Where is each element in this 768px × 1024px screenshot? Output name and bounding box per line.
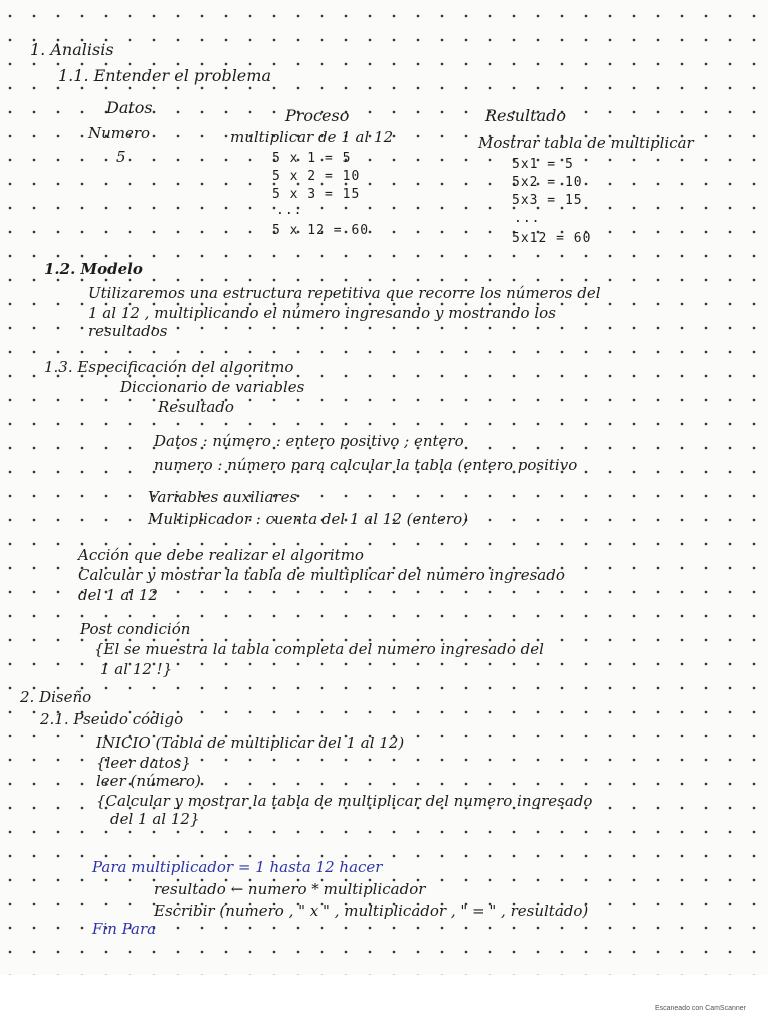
subsection-entender-heading: 1.1. Entender el problema — [58, 66, 271, 85]
proceso-line: 5 x 12 = 60 — [272, 223, 370, 238]
diccionario-label: Diccionario de variables — [120, 378, 305, 396]
resultado-description: Mostrar tabla de multiplicar — [478, 134, 694, 152]
subsection-modelo-heading: 1.2. Modelo — [44, 260, 143, 278]
pseudocode-resultado-asignacion: resultado ← numero * multiplicador — [154, 880, 426, 898]
proceso-line: 5 x 3 = 15 — [272, 187, 361, 202]
resultado-ellipsis: ... — [514, 211, 541, 226]
section-analisis-heading: 1. Analisis — [30, 40, 114, 59]
modelo-line: Utilizaremos una estructura repetitiva que recorre los números del — [88, 284, 601, 302]
variables-auxiliares-label: Variables auxiliares — [148, 488, 298, 506]
subsection-pseudocodigo-heading: 2.1. Pseudo código — [40, 710, 184, 728]
pseudocode-calcular: {Calcular y mostrar la tabla de multiplicar del numero ingresado — [96, 792, 593, 810]
pseudocode-fin-para: Fin Para — [92, 920, 157, 938]
table-header-datos: Datos — [106, 98, 153, 117]
proceso-description: multiplicar de 1 al 12 — [230, 128, 394, 146]
accion-line: Calcular y mostrar la tabla de multiplicar del numero ingresado — [78, 566, 565, 584]
multiplicador-definition: Multiplicador : cuenta del 1 al 12 (entero) — [148, 510, 468, 528]
modelo-line: 1 al 12 , multiplicando el número ingresando y mostrando los — [88, 304, 556, 322]
numero-definition: numero : número para calcular la tabla (entero positivo — [154, 456, 578, 474]
camscanner-footer: Escaneado con CamScanner — [654, 1005, 746, 1012]
postcondicion-heading: Post condición — [80, 620, 191, 638]
proceso-line: 5 x 2 = 10 — [272, 169, 361, 184]
resultado-line: 5x12 = 60 — [512, 231, 592, 246]
postcondicion-line: {El se muestra la tabla completa del numero ingresado del — [94, 640, 544, 658]
pseudocode-calcular: del 1 al 12} — [110, 810, 200, 828]
pseudocode-inicio: INICIO (Tabla de multiplicar del 1 al 12) — [96, 734, 405, 752]
pseudocode-escribir: Escribir (numero , " x " , multiplicador , " = " , resultado) — [154, 902, 589, 920]
table-header-proceso: Proceso — [285, 106, 350, 125]
proceso-line: 5 x 1 = 5 — [272, 151, 352, 166]
resultado-label: Resultado — [158, 398, 234, 416]
table-header-resultado: Resultado — [485, 106, 566, 125]
section-diseno-heading: 2. Diseño — [20, 688, 92, 706]
pseudocode-leer-numero: leer (número) — [96, 772, 201, 790]
pseudocode-leer-datos: {leer datos} — [96, 754, 191, 772]
pseudocode-para: Para multiplicador = 1 hasta 12 hacer — [92, 858, 383, 876]
subsection-especificacion-heading: 1.3. Especificación del algoritmo — [44, 358, 294, 376]
datos-definition: Datos : número : entero positivo ; entero — [154, 432, 464, 450]
modelo-line: resultados — [88, 322, 168, 340]
resultado-line: 5x3 = 15 — [512, 193, 583, 208]
resultado-line: 5x2 = 10 — [512, 175, 583, 190]
resultado-line: 5x1 = 5 — [512, 157, 574, 172]
accion-line: del 1 al 12 — [78, 586, 158, 604]
proceso-ellipsis: ... — [276, 203, 303, 218]
datos-value: 5 — [116, 148, 126, 166]
postcondicion-line: 1 al 12 !} — [100, 660, 173, 678]
accion-heading: Acción que debe realizar el algoritmo — [78, 546, 364, 564]
datos-numero: Numero — [88, 124, 151, 142]
